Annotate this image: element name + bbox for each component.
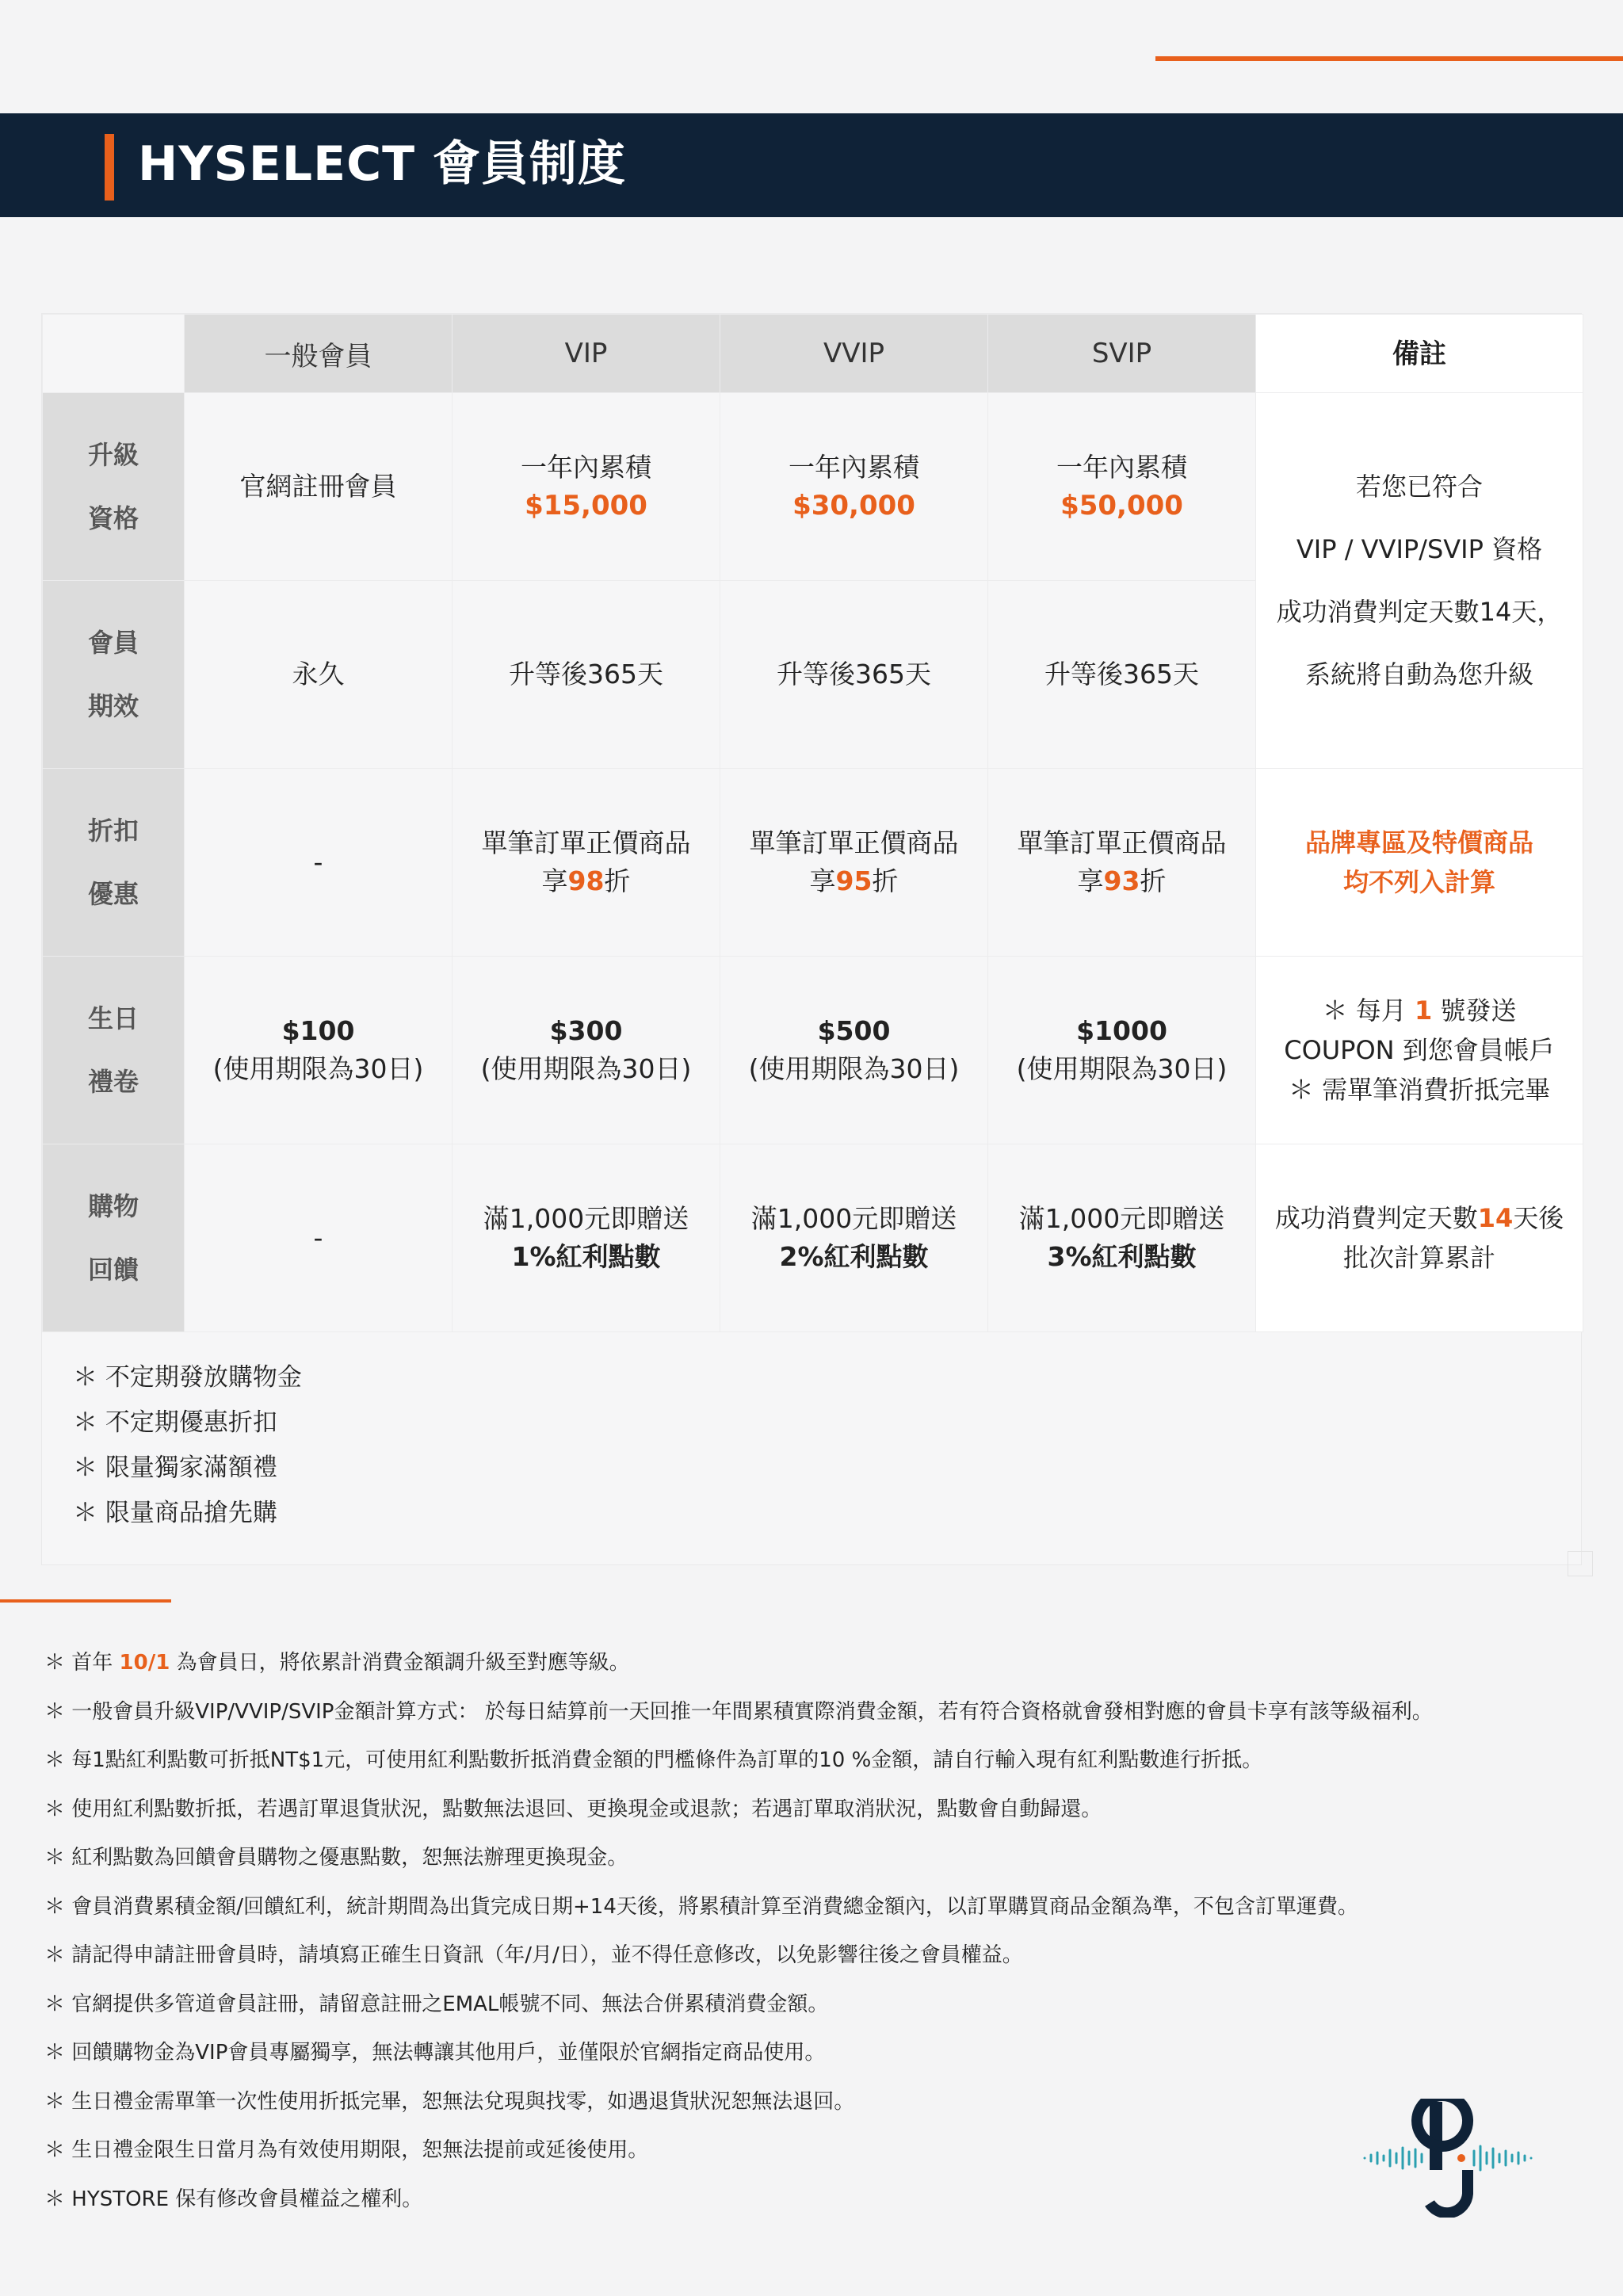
row-label-upgrade: 升級 資格 (43, 393, 185, 581)
row-label-validity: 會員 期效 (43, 581, 185, 769)
upgrade-vvip: 一年內累積 $30,000 (720, 393, 988, 581)
rebate-vip: 滿1,000元即贈送 1%紅利點數 (453, 1144, 720, 1332)
terms-notes (44, 1639, 1433, 2224)
discount-vip-value: 98 (567, 865, 605, 896)
discount-note: 品牌專區及特價商品 均不列入計算 (1256, 769, 1583, 957)
rebate-general: - (185, 1144, 453, 1332)
section-divider (0, 1599, 171, 1603)
upgrade-svip-amount: $50,000 (1060, 490, 1183, 521)
note-item: ＊ 生日禮金限生日當月為有效使用期限，恕無法提前或延後使用。 (44, 2138, 649, 2162)
birthday-vvip: $500 (使用期限為30日) (720, 957, 988, 1144)
upgrade-vip-amount: $15,000 (525, 490, 647, 521)
perk-item: ＊ 不定期發放購物金 (73, 1363, 302, 1392)
birthday-vip: $300 (使用期限為30日) (453, 957, 720, 1144)
discount-svip: 單筆訂單正價商品 享93折 (988, 769, 1256, 957)
discount-general: - (185, 769, 453, 957)
note-item: ＊ 回饋購物金為VIP會員專屬獨享，無法轉讓其他用戶，並僅限於官網指定商品使用。 (44, 2041, 826, 2065)
row-rebate (43, 1144, 1583, 1332)
note-item: ＊ HYSTORE 保有修改會員權益之權利。 (44, 2187, 423, 2211)
birthday-note: ＊ 每月 1 號發送 COUPON 到您會員帳戶 ＊ 需單筆消費折抵完畢 (1256, 957, 1583, 1144)
validity-svip: 升等後365天 (988, 581, 1256, 769)
header-accent-bar (105, 134, 114, 201)
note-item: ＊ 生日禮金需單筆一次性使用折抵完畢，恕無法兌現與找零，如遇退貨狀況恕無法退回。 (44, 2089, 855, 2114)
col-header-vvip: VVIP (720, 315, 988, 393)
rebate-vvip: 滿1,000元即贈送 2%紅利點數 (720, 1144, 988, 1332)
row-birthday (43, 957, 1583, 1144)
validity-vip: 升等後365天 (453, 581, 720, 769)
corner-box (1568, 1551, 1593, 1576)
row-discount (43, 769, 1583, 957)
upgrade-vip: 一年內累積 $15,000 (453, 393, 720, 581)
birthday-general: $100 (使用期限為30日) (185, 957, 453, 1144)
birthday-svip: $1000 (使用期限為30日) (988, 957, 1256, 1144)
table-corner (43, 315, 185, 393)
upgrade-svip: 一年內累積 $50,000 (988, 393, 1256, 581)
note-item: ＊ 首年 10/1 為會員日，將依累計消費金額調升級至對應等級。 (44, 1651, 630, 1675)
note-item: ＊ 每1點紅利點數可折抵NT$1元，可使用紅利點數折抵消費金額的門檻條件為訂單的10 %金額，請自行輸入現有紅利點數進行折抵。 (44, 1748, 1263, 1772)
hy-logo-icon (1357, 2099, 1539, 2218)
note-item: ＊ 使用紅利點數折抵，若遇訂單退貨狀況，點數無法退回、更換現金或退款；若遇訂單取消狀況，點數會自動歸還。 (44, 1797, 1102, 1821)
discount-vvip: 單筆訂單正價商品 享95折 (720, 769, 988, 957)
discount-vip: 單筆訂單正價商品 享98折 (453, 769, 720, 957)
note-item: ＊ 紅利點數為回饋會員購物之優惠點數，恕無法辦理更換現金。 (44, 1846, 628, 1870)
col-header-svip: SVIP (988, 315, 1256, 393)
row-label-rebate: 購物 回饋 (43, 1144, 185, 1332)
validity-general: 永久 (185, 581, 453, 769)
note-item: ＊ 會員消費累積金額/回饋紅利，統計期間為出貨完成日期+14天後，將累積計算至消費總金額內，以訂單購買商品金額為準，不包含訂單運費。 (44, 1894, 1358, 1919)
upgrade-general: 官網註冊會員 (185, 393, 453, 581)
upgrade-vvip-amount: $30,000 (792, 490, 915, 521)
row-upgrade (43, 393, 1583, 581)
perk-item: ＊ 限量獨家滿額禮 (73, 1454, 277, 1482)
membership-table (42, 314, 1583, 1332)
perks-list (73, 1355, 302, 1536)
col-header-notes: 備註 (1256, 315, 1583, 393)
perk-item: ＊ 限量商品搶先購 (73, 1499, 277, 1527)
upgrade-note: 若您已符合 VIP / VVIP/SVIP 資格 成功消費判定天數14天， 系統將自動為您升級 (1256, 393, 1583, 769)
validity-vvip: 升等後365天 (720, 581, 988, 769)
note-item: ＊ 官網提供多管道會員註冊，請留意註冊之EMAL帳號不同、無法合併累積消費金額。 (44, 1992, 829, 2016)
rebate-note: 成功消費判定天數14天後 批次計算累計 (1256, 1144, 1583, 1332)
top-accent-line (1155, 56, 1623, 61)
row-label-birthday: 生日 禮卷 (43, 957, 185, 1144)
note-item: ＊ 請記得申請註冊會員時，請填寫正確生日資訊（年/月/日），並不得任意修改，以免影響往後之會員權益。 (44, 1943, 1023, 1967)
col-header-general: 一般會員 (185, 315, 453, 393)
discount-vvip-value: 95 (835, 865, 873, 896)
row-label-discount: 折扣 優惠 (43, 769, 185, 957)
page-title: HYSELECT 會員制度 (138, 136, 626, 192)
rebate-svip: 滿1,000元即贈送 3%紅利點數 (988, 1144, 1256, 1332)
col-header-vip: VIP (453, 315, 720, 393)
perk-item: ＊ 不定期優惠折扣 (73, 1408, 277, 1437)
note-item: ＊ 一般會員升級VIP/VVIP/SVIP金額計算方式： 於每日結算前一天回推一年間累積實際消費金額，若有符合資格就會發相對應的會員卡享有該等級福利。 (44, 1699, 1433, 1724)
page-header (0, 113, 1623, 217)
discount-svip-value: 93 (1103, 865, 1140, 896)
